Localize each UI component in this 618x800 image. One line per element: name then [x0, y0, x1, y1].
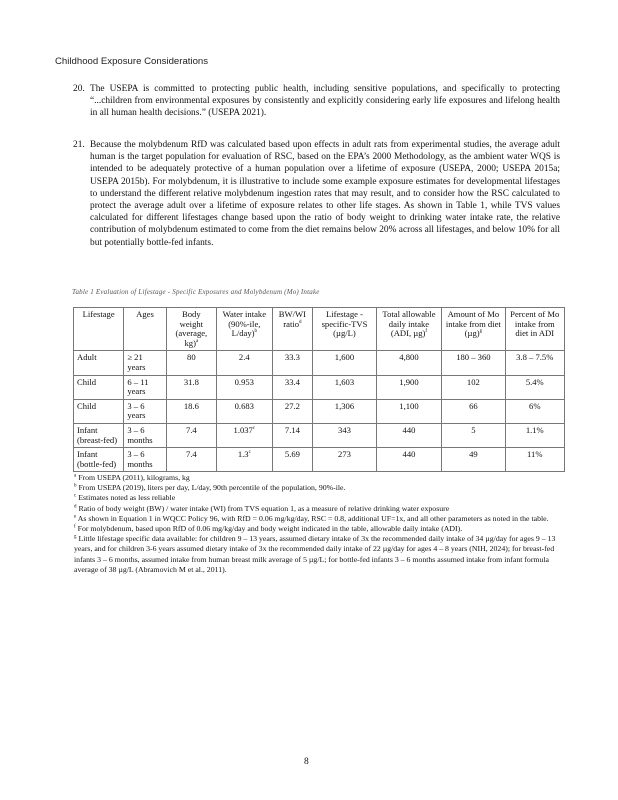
table-cell: ≥ 21 years	[124, 351, 166, 375]
header-cell: Body weight (average, kg)$^a$	[166, 308, 216, 351]
footnote: $^f$ For molybdenum, based upon RfD of 0.06 mg/kg/day and body weight indicated in the table, allowable daily intake (ADI).	[74, 524, 463, 534]
table-cell: 49	[442, 448, 505, 472]
paragraph-number: 20.	[73, 84, 85, 94]
footnote: $^c$ Estimates noted as less reliable	[74, 493, 176, 503]
table-cell: 5.69	[272, 448, 313, 472]
table-cell: 180 – 360	[442, 351, 505, 375]
table-cell: 3 – 6 months	[124, 423, 166, 447]
lifestage-exposure-table	[73, 307, 565, 472]
table-cell: 33.3	[272, 351, 313, 375]
table-cell: 3 – 6 years	[124, 399, 166, 423]
table-cell: 7.4	[166, 448, 216, 472]
table-cell: 33.4	[272, 375, 313, 399]
table-cell: 440	[376, 423, 441, 447]
table-caption: Table 1 Evaluation of Lifestage - Specific Exposures and Molybdenum (Mo) Intake	[72, 288, 320, 296]
table-row	[74, 448, 565, 472]
table-cell: 440	[376, 448, 441, 472]
header-cell: Lifestage - specific-TVS (µg/L)	[313, 308, 377, 351]
page-number: 8	[304, 757, 309, 767]
table-cell: 1,306	[313, 399, 377, 423]
header-cell: BW/WI ratio$^d$	[272, 308, 313, 351]
footnote: $^g$ Little lifestage specific data available: for children 9 – 13 years, assumed dietary intake of 3x the recommended daily intake of 34 µg/day for ages 9 – 13 years, and for children 3-6 years assumed dietary intake of 3x the recommended daily intake of 22 µg/day for ages 4 – 8 years (NIH, 2024); for breast-fed infants 3 – 6 months, assumed intake from human breast milk average of 5 µg/L; for bottle-fed infants 3 – 6 months assumed intake from infant formula average of 38 µg/L (Abramovich M et al., 2011).	[74, 534, 556, 574]
table-cell: 1.3$^c$	[217, 448, 273, 472]
table-cell: 102	[442, 375, 505, 399]
table-cell: 1.1%	[505, 423, 564, 447]
table-cell: 4,800	[376, 351, 441, 375]
table-header-row	[74, 308, 565, 351]
footnote: $^d$ Ratio of body weight (BW) / water intake (WI) from TVS equation 1, as a measure of relative drinking water exposure	[74, 503, 450, 513]
table-footnotes	[74, 473, 568, 575]
table-cell: 11%	[505, 448, 564, 472]
table-cell: Infant (breast-fed)	[74, 423, 124, 447]
table-cell: 6%	[505, 399, 564, 423]
table-row	[74, 423, 565, 447]
header-cell: Ages	[124, 308, 166, 351]
table-cell: 1,600	[313, 351, 377, 375]
table-cell: 3.8 – 7.5%	[505, 351, 564, 375]
table-cell: 80	[166, 351, 216, 375]
table-cell: 273	[313, 448, 377, 472]
table-cell: 0.683	[217, 399, 273, 423]
paragraph-text: The USEPA is committed to protecting public health, including sensitive populations, and specifically to protecting “...children from environmental exposures by consistently and explicitly considering early life exposures and lifelong health in all human health decisions.” (USEPA 2021).	[90, 84, 560, 119]
footnote: $^e$ As shown in Equation 1 in WQCC Policy 96, with RfD = 0.06 mg/kg/day, RSC = 0.8, additional UF=1x, and all other parameters as noted in the table.	[74, 513, 549, 523]
table-cell: 1.037$^c$	[217, 423, 273, 447]
footnote: $^b$ From USEPA (2019), liters per day, L/day, 90th percentile of the population, 90%-ile.	[74, 483, 346, 493]
table-row	[74, 399, 565, 423]
table-cell: 1,900	[376, 375, 441, 399]
table-cell: 6 – 11 years	[124, 375, 166, 399]
table-row	[74, 351, 565, 375]
table-cell: 5.4%	[505, 375, 564, 399]
paragraph-number: 21.	[73, 140, 85, 150]
table-cell: 7.4	[166, 423, 216, 447]
section-header: Childhood Exposure Considerations	[55, 56, 209, 67]
table-cell: 1,603	[313, 375, 377, 399]
paragraph-21	[73, 139, 560, 249]
table-cell: Infant (bottle-fed)	[74, 448, 124, 472]
table-cell: Child	[74, 375, 124, 399]
table-cell: 7.14	[272, 423, 313, 447]
table-cell: 31.8	[166, 375, 216, 399]
table-cell: 66	[442, 399, 505, 423]
paragraph-text: Because the molybdenum RfD was calculated based upon effects in adult rats from experimental studies, the average adult human is the target population for evaluation of RSC, based on the EPA’s 2000 Methodology, as the ambient water WQS is intended to be adequately protective of a human population over a lifetime of exposure (USEPA, 2000; USEPA 2015a; USEPA 2015b). For molybdenum, it is illustrative to include some example exposure estimates for developmental lifestages to understand the different relative molybdenum ingestion rates that may result, and to consider how the RSC calculated to protect the average adult over a lifetime of exposure relates to other life stages. As shown in Table 1, while TVS values calculated for different lifestages change based upon the ratio of body weight to drinking water intake rate, the relative contribution of molybdenum estimated to come from the diet remains below 20% across all lifestages, and below 10% for all but potentially bottle-fed infants.	[90, 140, 560, 248]
table-cell: Adult	[74, 351, 124, 375]
header-cell: Lifestage	[74, 308, 124, 351]
paragraph-20	[73, 83, 560, 120]
header-cell: Percent of Mo intake from diet in ADI	[505, 308, 564, 351]
footnote: $^a$ From USEPA (2011), kilograms, kg	[74, 473, 190, 482]
table-cell: 2.4	[217, 351, 273, 375]
table-row	[74, 375, 565, 399]
header-cell: Water intake (90%-ile, L/day)$^b$	[217, 308, 273, 351]
table-cell: 1,100	[376, 399, 441, 423]
header-cell: Total allowable daily intake (ADI, µg)$^f$	[376, 308, 441, 351]
table-cell: Child	[74, 399, 124, 423]
table-body	[74, 351, 565, 472]
table-cell: 0.953	[217, 375, 273, 399]
table-cell: 343	[313, 423, 377, 447]
table-cell: 5	[442, 423, 505, 447]
table-cell: 3 – 6 months	[124, 448, 166, 472]
table-cell: 27.2	[272, 399, 313, 423]
header-cell: Amount of Mo intake from diet $(\mu g)^g$	[442, 308, 505, 351]
table-cell: 18.6	[166, 399, 216, 423]
